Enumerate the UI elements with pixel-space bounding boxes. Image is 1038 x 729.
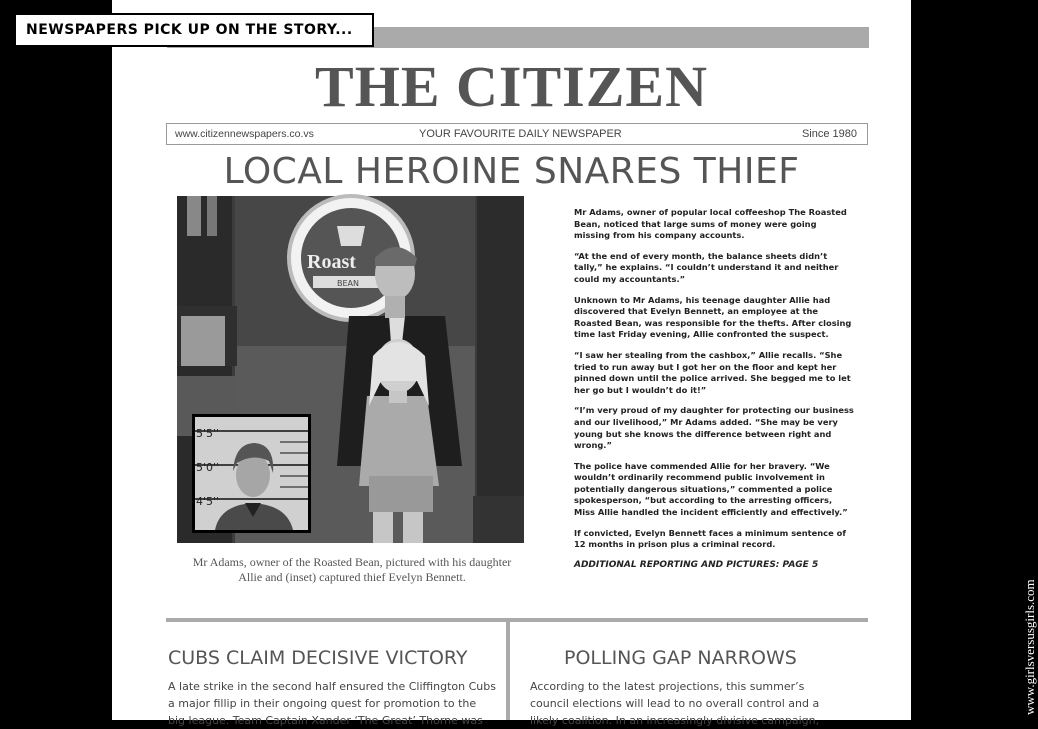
masthead: THE CITIZEN	[315, 54, 708, 119]
mug-height-1: 5'5''	[196, 427, 220, 440]
mug-height-2: 5'0''	[196, 461, 220, 474]
article-paragraph: If convicted, Evelyn Bennett faces a minimum sentence of 12 months in prison plus a criminal record.	[574, 527, 846, 550]
article-paragraph: Mr Adams, owner of popular local coffeeshop The Roasted Bean, noticed that large sums of money were going missing from his company accounts.	[574, 207, 847, 241]
main-photo	[177, 196, 524, 543]
article-paragraph: “At the end of every month, the balance sheets didn’t tally,” he explains. “I couldn’t understand it and neither could my accountants.”	[574, 250, 839, 284]
right-story-headline: POLLING GAP NARROWS	[564, 647, 797, 669]
left-story-body	[168, 678, 498, 729]
mugshot-inset	[192, 414, 311, 533]
website-url: www.citizennewspapers.co.vs	[175, 128, 314, 140]
article-paragraph: The police have commended Allie for her bravery. “We wouldn’t ordinarily recommend public involvement in potentially dangerous situations,” commented a police spokesperson, “but according to the arresting officers, Miss Allie handled the incident efficiently and effectively.”	[574, 460, 848, 518]
newspaper-page	[112, 0, 911, 727]
article-paragraph: “I’m very proud of my daughter for protecting our business and our livelihood,” Mr Adams added. “She may be very young but she knows the difference between right and wrong.”	[574, 405, 854, 451]
right-story-line: likely coalition. In an increasingly divisive campaign,	[530, 714, 820, 727]
sign-small-text: BEAN	[337, 279, 359, 288]
since-year: Since 1980	[801, 128, 857, 140]
sign-text: Roast	[307, 251, 356, 273]
right-story-body	[530, 678, 860, 729]
masthead-info-bar	[166, 123, 868, 145]
side-watermark	[1005, 555, 1037, 720]
left-story-headline: CUBS CLAIM DECISIVE VICTORY	[168, 647, 468, 669]
mug-height-3: 4'5''	[196, 495, 220, 508]
right-story-line: council elections will lead to no overall control and a	[530, 697, 820, 710]
main-article	[574, 207, 854, 580]
left-story-line: big league. Team Captain Xander ‘The Great’ Thorne was	[168, 714, 483, 727]
comic-caption-box: NEWSPAPERS PICK UP ON THE STORY...	[14, 13, 374, 47]
photo-caption: Mr Adams, owner of the Roasted Bean, pictured with his daughter Allie and (inset) captured thief Evelyn Bennett.	[192, 555, 512, 584]
section-divider-vertical	[506, 622, 510, 720]
watermark-text: www.girlsversusgirls.com	[1022, 579, 1037, 715]
tagline: YOUR FAVOURITE DAILY NEWSPAPER	[419, 128, 622, 140]
article-paragraph: Unknown to Mr Adams, his teenage daughter Allie had discovered that Evelyn Bennett, an employee at the Roasted Bean, was responsible for the thefts. After closing time last Friday evening, Allie confronted the suspect.	[574, 294, 852, 340]
main-headline: LOCAL HEROINE SNARES THIEF	[223, 151, 800, 192]
left-story-line: A late strike in the second half ensured the Cliffington Cubs	[168, 680, 496, 693]
article-paragraph: “I saw her stealing from the cashbox,” Allie recalls. “She tried to run away but I got her on the floor and kept her pinned down until the police arrived. She begged me to let her go but I wouldn’t do it!”	[574, 349, 851, 395]
right-story-line: According to the latest projections, this summer’s	[530, 680, 805, 693]
additional-reporting: ADDITIONAL REPORTING AND PICTURES: PAGE 5	[574, 559, 819, 570]
section-divider-horizontal	[166, 618, 868, 622]
left-story-line: a major fillip in their ongoing quest for promotion to the	[168, 697, 477, 710]
